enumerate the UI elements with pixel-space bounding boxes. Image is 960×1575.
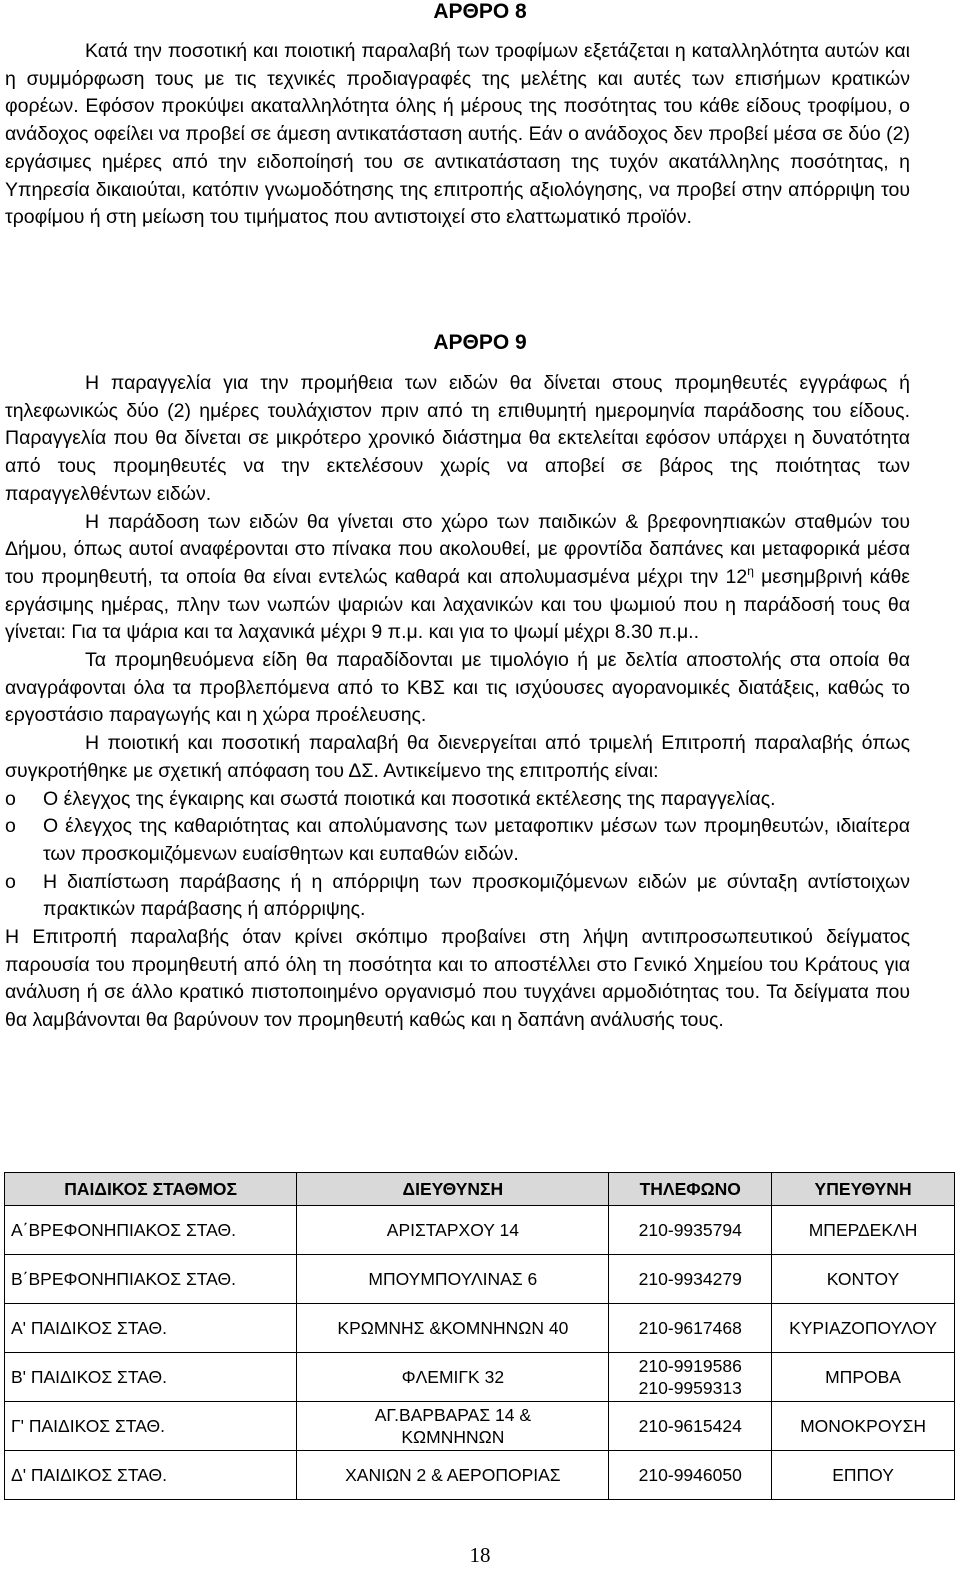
stations-table (4, 1172, 955, 1500)
paragraph-2-text-a: Η παράδοση των ειδών θα γίνεται στο χώρο των παιδικών & βρεφονηπιακών σταθμών του Δήμου, όπως αυτοί αναφέρονται στο πίνακα που ακολουθεί, με φροντίδα δαπάνες και μεταφορικά μέσα του προμηθευτή, τα οποία θα είναι εντελώς καθαρά και απολυμασμένα μέχρι την 12 (5, 510, 910, 588)
list-item (5, 786, 910, 814)
header-manager: ΥΠΕΥΘΥΝΗ (772, 1173, 955, 1206)
page-number: 18 (469, 1543, 491, 1567)
article-9-paragraph-3: Τα προμηθευόμενα είδη θα παραδίδονται με τιμολόγιο ή με δελτία αποστολής στα οποία θα αναγράφονται όλα τα προβλεπόμενα από το ΚΒΣ και τις ισχύουσες αγορανομικές διατάξεις, καθώς το εργοστάσιο παραγωγής και η χώρα προέλευσης. (5, 649, 910, 727)
paragraph-2-text-b: μεσημβρινή κάθε εργάσιμης ημέρας, πλην των νωπών ψαριών και λαχανικών και του ψωμιού που η παράδοσή τους θα γίνεται: Για τα ψάρια και τα λαχανικά μέχρι 9 π.μ. και για το ψωμί μέχρι 8.30 π.μ.. (5, 565, 910, 644)
cell-address: ΑΡΙΣΤΑΡΧΟΥ 14 (297, 1206, 609, 1255)
article-9-body (5, 370, 910, 1035)
list-item-text: Ο έλεγχος της καθαριότητας και απολύμανσης των μεταφοπικν μέσων των προμηθευτών, ιδιαίτερα των προσκομιζόμενων ευαίσθητων και ευπαθών ειδών. (43, 815, 910, 865)
cell-station: Β΄ΒΡΕΦΟΝΗΠΙΑΚΟΣ ΣΤΑΘ. (5, 1255, 297, 1304)
phone-line-1: 210-9919586 (638, 1356, 742, 1376)
cell-station: Γ' ΠΑΙΔΙΚΟΣ ΣΤΑΘ. (5, 1402, 297, 1451)
cell-address: ΜΠΟΥΜΠΟΥΛΙΝΑΣ 6 (297, 1255, 609, 1304)
cell-manager: ΚΥΡΙΑΖΟΠΟΥΛΟΥ (772, 1304, 955, 1353)
cell-phone: 210-9615424 (609, 1402, 772, 1451)
cell-phone: 210-9946050 (609, 1451, 772, 1500)
article-8-body (5, 38, 910, 232)
cell-manager: ΜΟΝΟΚΡΟΥΣΗ (772, 1402, 955, 1451)
article-9-paragraph-1: Η παραγγελία για την προμήθεια των ειδών θα δίνεται στους προμηθευτές εγγράφως ή τηλεφωνικώς δύο (2) ημέρες τουλάχιστον πριν από τη επιθυμητή ημερομηνία παράδοσης του είδους. Παραγγελία που θα δίνεται σε μικρότερο χρονικό διάστημα θα εκτελείται εφόσον υπάρχει η δυνατότητα από τους προμηθευτές να την εκτελέσουν χωρίς να αποβεί σε βάρος της ποιότητας των παραγγελθέντων ειδών. (5, 372, 910, 505)
cell-phone: 210-9617468 (609, 1304, 772, 1353)
header-address: ΔΙΕΥΘΥΝΣΗ (297, 1173, 609, 1206)
article-9-paragraph-5: Η Επιτροπή παραλαβής όταν κρίνει σκόπιμο προβαίνει στη λήψη αντιπροσωπευτικού δείγματος παρουσία του προμηθευτή από όλη τη ποσότητα και το αποστέλλει στο Γενικό Χημείου του Κράτους για ανάλυση ή σε άλλο κρατικό πιστοποιημένο οργανισμό που τυγχάνει αρμοδιότητας του. Τα δείγματα που θα λαμβάνονται θα βαρύνουν τον προμηθευτή καθώς και η δαπάνη ανάλυσής τους. (5, 926, 910, 1032)
cell-manager: ΚΟΝΤΟΥ (772, 1255, 955, 1304)
address-line-1: ΑΓ.ΒΑΡΒΑΡΑΣ 14 & (374, 1405, 532, 1425)
bullet-icon: o (5, 815, 16, 838)
table-row (5, 1353, 955, 1402)
cell-phone: 210-9935794 (609, 1206, 772, 1255)
cell-station: Α' ΠΑΙΔΙΚΟΣ ΣΤΑΘ. (5, 1304, 297, 1353)
cell-phone: 210-9934279 (609, 1255, 772, 1304)
ordinal-superscript: η (747, 563, 754, 578)
article-8-paragraph: Κατά την ποσοτική και ποιοτική παραλαβή των τροφίμων εξετάζεται η καταλληλότητα αυτών και η συμμόρφωση τους με τις τεχνικές προδιαγραφές της μελέτης και αυτές των επισήμων κρατικών φορέων. Εφόσον προκύψει ακαταλληλότητα όλης ή μέρους της ποσότητας του κάθε είδους τροφίμου, ο ανάδοχος οφείλει να προβεί σε άμεση αντικατάσταση αυτής. Εάν ο ανάδοχος δεν προβεί μέσα σε δύο (2) εργάσιμες ημέρες από την ειδοποίησή του σε αντικατάσταση της τυχόν ακατάλληλης ποσότητας, η Υπηρεσία δικαιούται, κατόπιν γνωμοδότησης της επιτροπής αξιολόγησης, να προβεί στην απόρριψη του τροφίμου ή στη μείωση του τιμήματος που αντιστοιχεί στο ελαττωματικό προϊόν. (5, 40, 910, 229)
bullet-icon: o (5, 870, 16, 893)
cell-station: Α΄ΒΡΕΦΟΝΗΠΙΑΚΟΣ ΣΤΑΘ. (5, 1206, 297, 1255)
table-row (5, 1451, 955, 1500)
list-item-text: Η διαπίστωση παράβασης ή η απόρριψη των προσκομιζόμενων ειδών με σύνταξη αντίστοιχων πρακτικών παράβασης ή απόρριψης. (43, 870, 910, 921)
header-station: ΠΑΙΔΙΚΟΣ ΣΤΑΘΜΟΣ (5, 1173, 297, 1206)
table-header-row (5, 1173, 955, 1206)
table-row (5, 1255, 955, 1304)
cell-manager: ΕΠΠΟΥ (772, 1451, 955, 1500)
table-row (5, 1402, 955, 1451)
cell-station: Δ' ΠΑΙΔΙΚΟΣ ΣΤΑΘ. (5, 1451, 297, 1500)
cell-address: ΚΡΩΜΝΗΣ &ΚΟΜΝΗΝΩΝ 40 (297, 1304, 609, 1353)
address-line-2: ΚΩΜΝΗΝΩΝ (401, 1427, 505, 1447)
cell-phone (609, 1353, 772, 1402)
list-item (5, 813, 910, 868)
header-phone: ΤΗΛΕΦΩΝΟ (609, 1173, 772, 1206)
article-9-paragraph-2 (5, 509, 910, 648)
cell-address: ΧΑΝΙΩΝ 2 & ΑΕΡΟΠΟΡΙΑΣ (297, 1451, 609, 1500)
article-9-paragraph-4: Η ποιοτική και ποσοτική παραλαβή θα διενεργείται από τριμελή Επιτροπή παραλαβής όπως συγκροτήθηκε με σχετική απόφαση του ΔΣ. Αντικείμενο της επιτροπής είναι: (5, 732, 910, 782)
article-9-title: ΑΡΘΡΟ 9 (433, 331, 527, 354)
cell-manager: ΜΠΕΡΔΕΚΛΗ (772, 1206, 955, 1255)
cell-address (297, 1402, 609, 1451)
table-row (5, 1206, 955, 1255)
article-8-title: ΑΡΘΡΟ 8 (433, 0, 527, 23)
table-row (5, 1304, 955, 1353)
list-item (5, 869, 910, 924)
cell-manager: ΜΠΡΟΒΑ (772, 1353, 955, 1402)
committee-duties-list (5, 786, 910, 925)
cell-address: ΦΛΕΜΙΓΚ 32 (297, 1353, 609, 1402)
cell-station: Β' ΠΑΙΔΙΚΟΣ ΣΤΑΘ. (5, 1353, 297, 1402)
list-item-text: Ο έλεγχος της έγκαιρης και σωστά ποιοτικά και ποσοτικά εκτέλεσης της παραγγελίας. (43, 787, 776, 810)
bullet-icon: o (5, 787, 16, 810)
phone-line-2: 210-9959313 (638, 1378, 742, 1398)
